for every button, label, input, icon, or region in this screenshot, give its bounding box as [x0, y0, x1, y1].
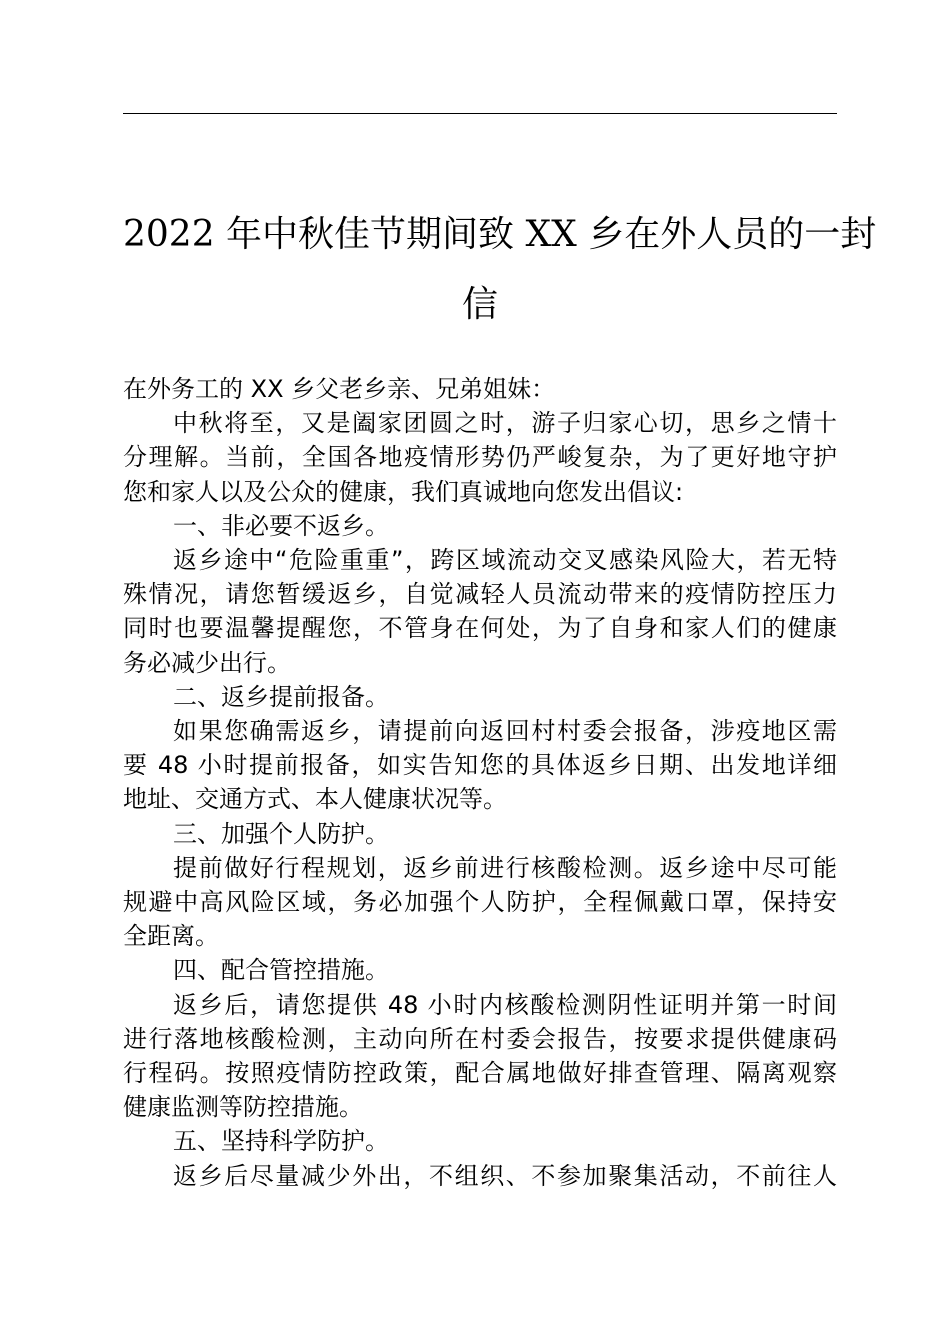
- paragraph-line: 进行落地核酸检测，主动向所在村委会报告，按要求提供健康码: [123, 1024, 837, 1053]
- paragraph-line: 健康监测等防控措施。: [123, 1093, 363, 1122]
- letter-body: [123, 372, 837, 1193]
- header-rule: [123, 113, 837, 114]
- paragraph-line: 要 48 小时提前报备，如实告知您的具体返乡日期、出发地详细: [123, 751, 837, 780]
- paragraph-line: 规避中高风险区域，务必加强个人防护，全程佩戴口罩，保持安: [123, 888, 837, 917]
- paragraph-line: 务必减少出行。: [123, 648, 291, 677]
- section-heading: 三、加强个人防护。: [173, 819, 389, 848]
- paragraph-line: 地址、交通方式、本人健康状况等。: [123, 785, 507, 814]
- paragraph-line: 提前做好行程规划，返乡前进行核酸检测。返乡途中尽可能: [173, 853, 837, 882]
- paragraph-line: 殊情况，请您暂缓返乡，自觉减轻人员流动带来的疫情防控压力: [123, 580, 837, 609]
- paragraph-line: 同时也要温馨提醒您，不管身在何处，为了自身和家人们的健康: [123, 614, 837, 643]
- title-line-1: 2022 年中秋佳节期间致 XX 乡在外人员的一封: [123, 214, 877, 255]
- paragraph-line: 如果您确需返乡，请提前向返回村村委会报备，涉疫地区需: [173, 717, 837, 746]
- paragraph-line: 分理解。当前，全国各地疫情形势仍严峻复杂，为了更好地守护: [123, 443, 837, 472]
- section-heading: 四、配合管控措施。: [173, 956, 389, 985]
- paragraph-line: 全距离。: [123, 922, 219, 951]
- paragraph-line: 您和家人以及公众的健康，我们真诚地向您发出倡议:: [123, 477, 684, 506]
- paragraph-line: 返乡途中“危险重重”，跨区域流动交叉感染风险大，若无特: [173, 546, 837, 575]
- paragraph-line: 中秋将至，又是阖家团圆之时，游子归家心切，思乡之情十: [173, 409, 837, 438]
- section-heading: 一、非必要不返乡。: [173, 511, 389, 540]
- salutation: 在外务工的 XX 乡父老乡亲、兄弟姐妹：: [123, 375, 556, 403]
- section-heading: 五、坚持科学防护。: [173, 1127, 389, 1156]
- document-title: [123, 200, 877, 340]
- section-heading: 二、返乡提前报备。: [173, 682, 389, 711]
- title-line-2: 信: [461, 284, 498, 325]
- paragraph-line: 返乡后，请您提供 48 小时内核酸检测阴性证明并第一时间: [173, 990, 837, 1019]
- paragraph-line: 行程码。按照疫情防控政策，配合属地做好排查管理、隔离观察: [123, 1059, 837, 1088]
- paragraph-line: 返乡后尽量减少外出，不组织、不参加聚集活动，不前往人: [173, 1161, 837, 1190]
